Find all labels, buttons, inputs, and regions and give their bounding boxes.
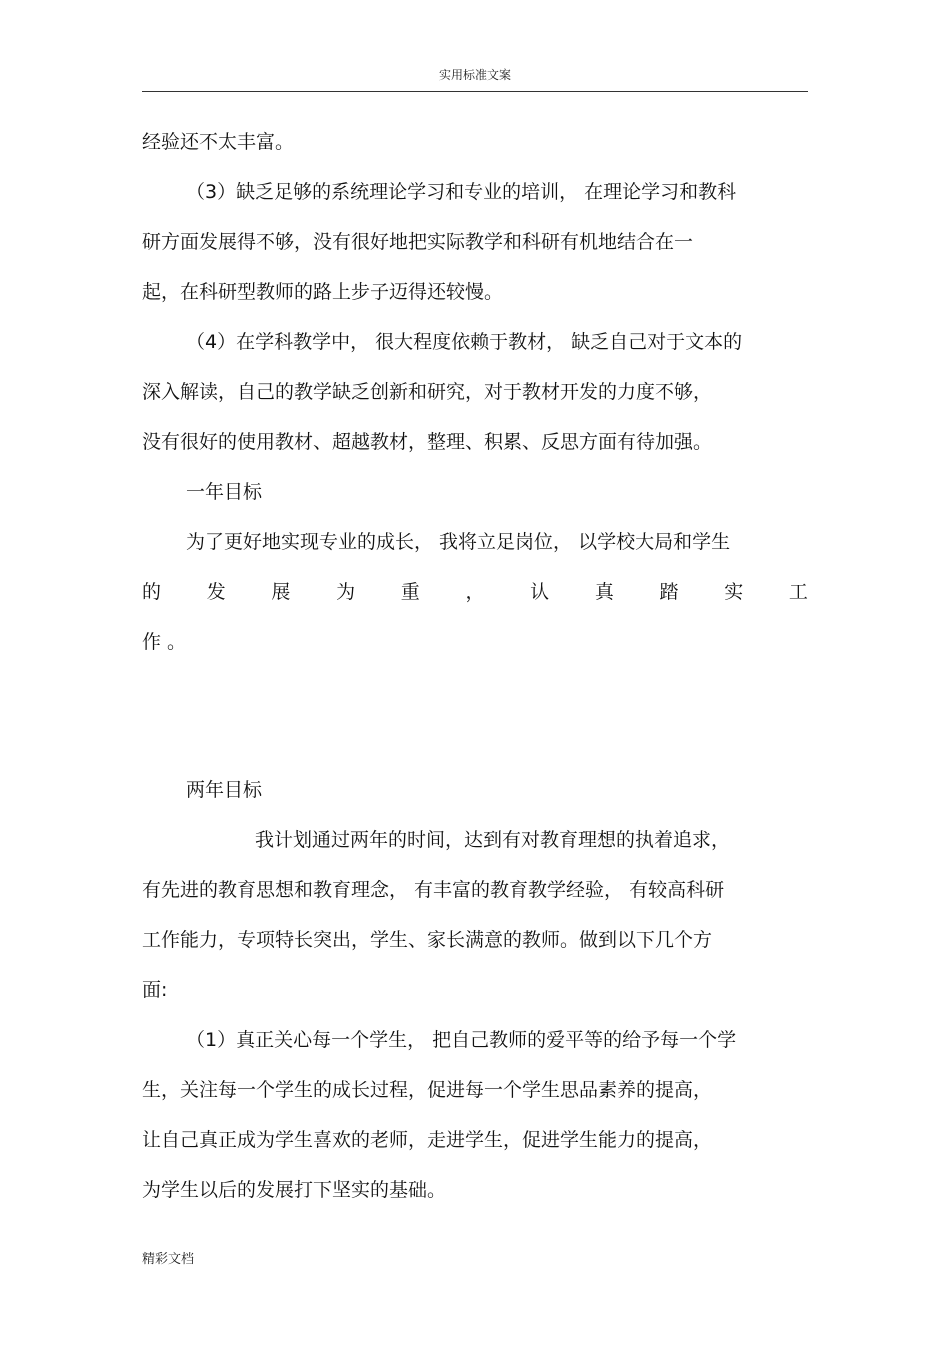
paragraph-line: 作 。: [142, 631, 187, 653]
spread-char: 的: [142, 581, 162, 603]
paragraph-line: 经验还不太丰富。: [142, 131, 295, 153]
spread-char: 真: [594, 581, 614, 603]
paragraph-line: 生，关注每一个学生的成长过程，促进每一个学生思品素养的提高，: [142, 1079, 713, 1101]
spread-char: 认: [530, 581, 550, 603]
spread-char: 展: [271, 581, 291, 603]
paragraph-line: （1）真正关心每一个学生， 把自己教师的爱平等的给予每一个学: [186, 1029, 737, 1051]
section-heading-one-year: 一年目标: [186, 481, 263, 503]
paragraph-line: 面:: [142, 979, 168, 1001]
page-header: 实用标准文案: [438, 68, 511, 82]
paragraph-line: 研方面发展得不够，没有很好地把实际教学和科研有机地结合在一: [142, 231, 694, 253]
paragraph-line: （4）在学科教学中， 很大程度依赖于教材， 缺乏自己对于文本的: [186, 331, 743, 353]
section-heading-two-year: 两年目标: [186, 779, 263, 801]
spread-char: 踏: [659, 581, 679, 603]
paragraph-line: 让自己真正成为学生喜欢的老师，走进学生，促进学生能力的提高，: [142, 1129, 713, 1151]
paragraph-line: 我计划通过两年的时间，达到有对教育理想的执着追求，: [255, 829, 731, 851]
paragraph-line: （3）缺乏足够的系统理论学习和专业的培训， 在理论学习和教科: [186, 181, 737, 203]
spread-char: 为: [336, 581, 356, 603]
spread-char: 实: [724, 581, 744, 603]
page-footer: 精彩文档: [142, 1252, 195, 1267]
spread-line: [142, 580, 808, 604]
spread-char: ，: [465, 581, 485, 603]
paragraph-line: 有先进的教育思想和教育理念， 有丰富的教育教学经验， 有较高科研: [142, 879, 725, 901]
spread-char: 重: [400, 581, 420, 603]
paragraph-line: 深入解读，自己的教学缺乏创新和研究，对于教材开发的力度不够，: [142, 381, 713, 403]
spread-char: 发: [206, 581, 226, 603]
paragraph-line: 为了更好地实现专业的成长， 我将立足岗位， 以学校大局和学生: [186, 531, 731, 553]
paragraph-line: 为学生以后的发展打下坚实的基础。: [142, 1179, 447, 1201]
spread-char: 工: [788, 581, 808, 603]
paragraph-line: 工作能力，专项特长突出，学生、家长满意的教师。做到以下几个方: [142, 929, 713, 951]
paragraph-line: 没有很好的使用教材、超越教材，整理、积累、反思方面有待加强。: [142, 431, 713, 453]
paragraph-line: 起，在科研型教师的路上步子迈得还较慢。: [142, 281, 504, 303]
header-rule: [142, 91, 808, 92]
